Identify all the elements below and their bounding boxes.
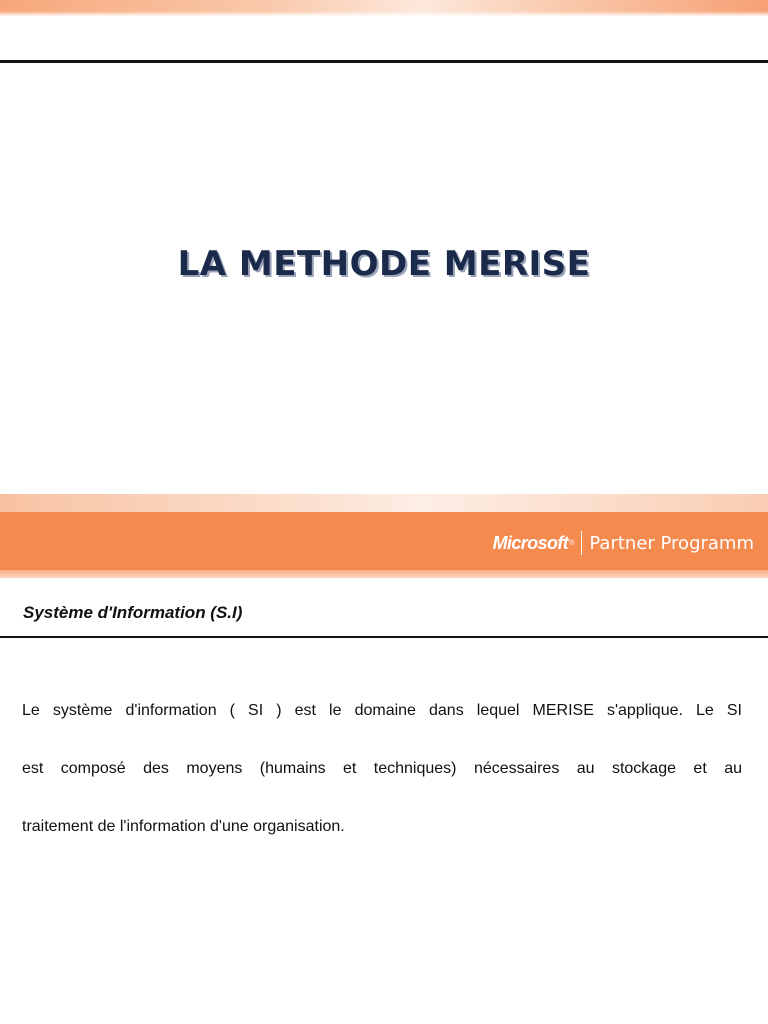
paragraph-line-3: traitement de l'information d'une organisation. <box>22 818 345 835</box>
page-title: LA METHODE MERISE <box>177 244 591 284</box>
banner-highlight <box>0 494 768 512</box>
partner-banner <box>0 494 768 578</box>
microsoft-logo-text: Microsoft <box>492 532 569 553</box>
paragraph-line-1: Le système d'information ( SI ) est le domaine dans lequel MERISE s'applique. Le SI <box>22 702 742 719</box>
logo-divider <box>581 531 582 555</box>
section-divider <box>0 636 768 638</box>
top-decorative-band <box>0 0 768 16</box>
section-paragraph <box>22 682 742 856</box>
top-divider <box>0 60 768 63</box>
partner-program-text: Partner Programm <box>589 532 754 554</box>
banner-shadow <box>0 570 768 578</box>
paragraph-line-2: est composé des moyens (humains et techniques) nécessaires au stockage et au <box>22 760 742 777</box>
microsoft-partner-logo <box>493 530 754 556</box>
trademark-mark: ® <box>569 539 575 547</box>
section-title: Système d'Information (S.I) <box>23 603 243 622</box>
